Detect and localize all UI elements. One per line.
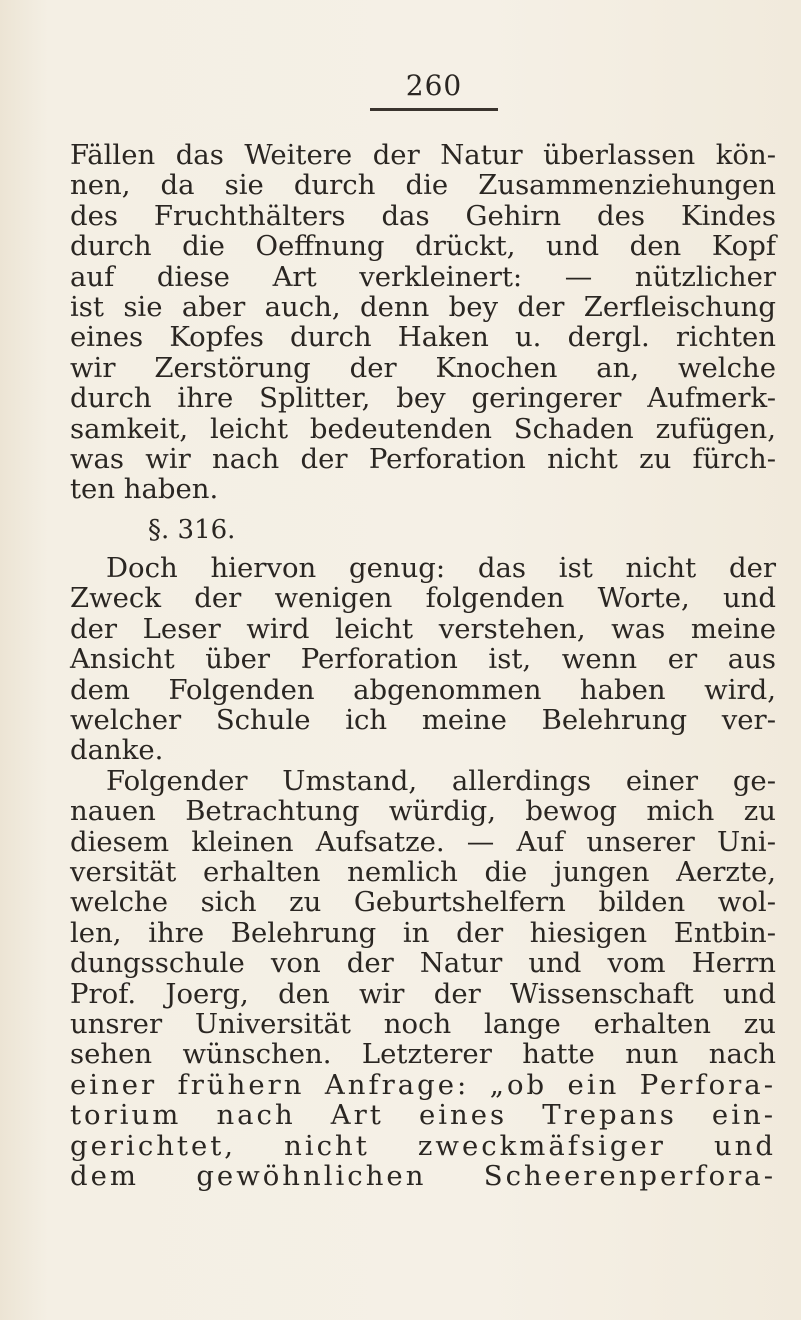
text-line: sehen wünschen. Letzterer hatte nun nach — [70, 1038, 776, 1071]
paragraph — [70, 766, 776, 1192]
text-line: Zweck der wenigen folgenden Worte, und — [70, 582, 776, 615]
text-line: welcher Schule ich meine Belehrung ver- — [70, 703, 776, 736]
text-line: durch die Oeffnung drückt, und den Kopf — [70, 230, 776, 263]
text-line: eines Kopfes durch Haken u. dergl. richten — [70, 321, 776, 354]
text-line: diesem kleinen Aufsatze. — Auf unserer Uni- — [70, 825, 776, 858]
text-line: danke. — [70, 734, 164, 767]
text-line: der Leser wird leicht verstehen, was meine — [70, 612, 776, 645]
text-line: Fällen das Weitere der Natur überlassen kön- — [70, 139, 776, 171]
section-heading: §. 316. — [148, 514, 236, 545]
text-line: welche sich zu Geburtshelfern bilden wol- — [70, 886, 776, 919]
text-line: Folgender Umstand, allerdings einer ge- — [106, 764, 776, 797]
header-rule — [370, 108, 498, 111]
text-line: ten haben. — [70, 473, 219, 506]
text-line: Doch hiervon genug: das ist nicht der — [106, 551, 776, 584]
text-line: Ansicht über Perforation ist, wenn er aus — [70, 643, 776, 676]
text-line: len, ihre Belehrung in der hiesigen Entbin- — [70, 916, 776, 949]
text-line: unsrer Universität noch lange erhalten zu — [70, 1007, 776, 1040]
text-line: dem Folgenden abgenommen haben wird, — [70, 673, 776, 706]
text-line: gerichtet, nicht zweckmäfsiger und — [70, 1129, 776, 1162]
text-line: dungsschule von der Natur und vom Herrn — [70, 947, 776, 980]
text-line: was wir nach der Perforation nicht zu fürch- — [70, 443, 776, 476]
paragraph-continuation — [70, 140, 776, 505]
page-number: 260 — [405, 69, 463, 102]
text-line: wir Zerstörung der Knochen an, welche — [70, 351, 776, 384]
text-line: ist sie aber auch, denn bey der Zerfleischung — [70, 291, 776, 324]
text-line: durch ihre Splitter, bey geringerer Aufmerk- — [70, 382, 776, 415]
text-line: dem gewöhnlichen Scheerenperfora- — [70, 1160, 776, 1192]
text-line: versität erhalten nemlich die jungen Aerzte, — [70, 855, 776, 888]
text-line: des Fruchthälters das Gehirn des Kindes — [70, 199, 776, 232]
text-line: einer frühern Anfrage: „ob ein Perfora- — [70, 1068, 776, 1101]
text-line: Prof. Joerg, den wir der Wissenschaft und — [70, 977, 776, 1010]
text-line: nen, da sie durch die Zusammenziehungen — [70, 169, 776, 202]
text-line: auf diese Art verkleinert: — nützlicher — [70, 260, 776, 293]
paragraph — [70, 553, 776, 766]
text-line: samkeit, leicht bedeutenden Schaden zufügen, — [70, 412, 776, 445]
body-text — [70, 140, 776, 1191]
text-line: nauen Betrachtung würdig, bewog mich zu — [70, 795, 776, 828]
text-line: torium nach Art eines Trepans ein- — [70, 1099, 776, 1132]
